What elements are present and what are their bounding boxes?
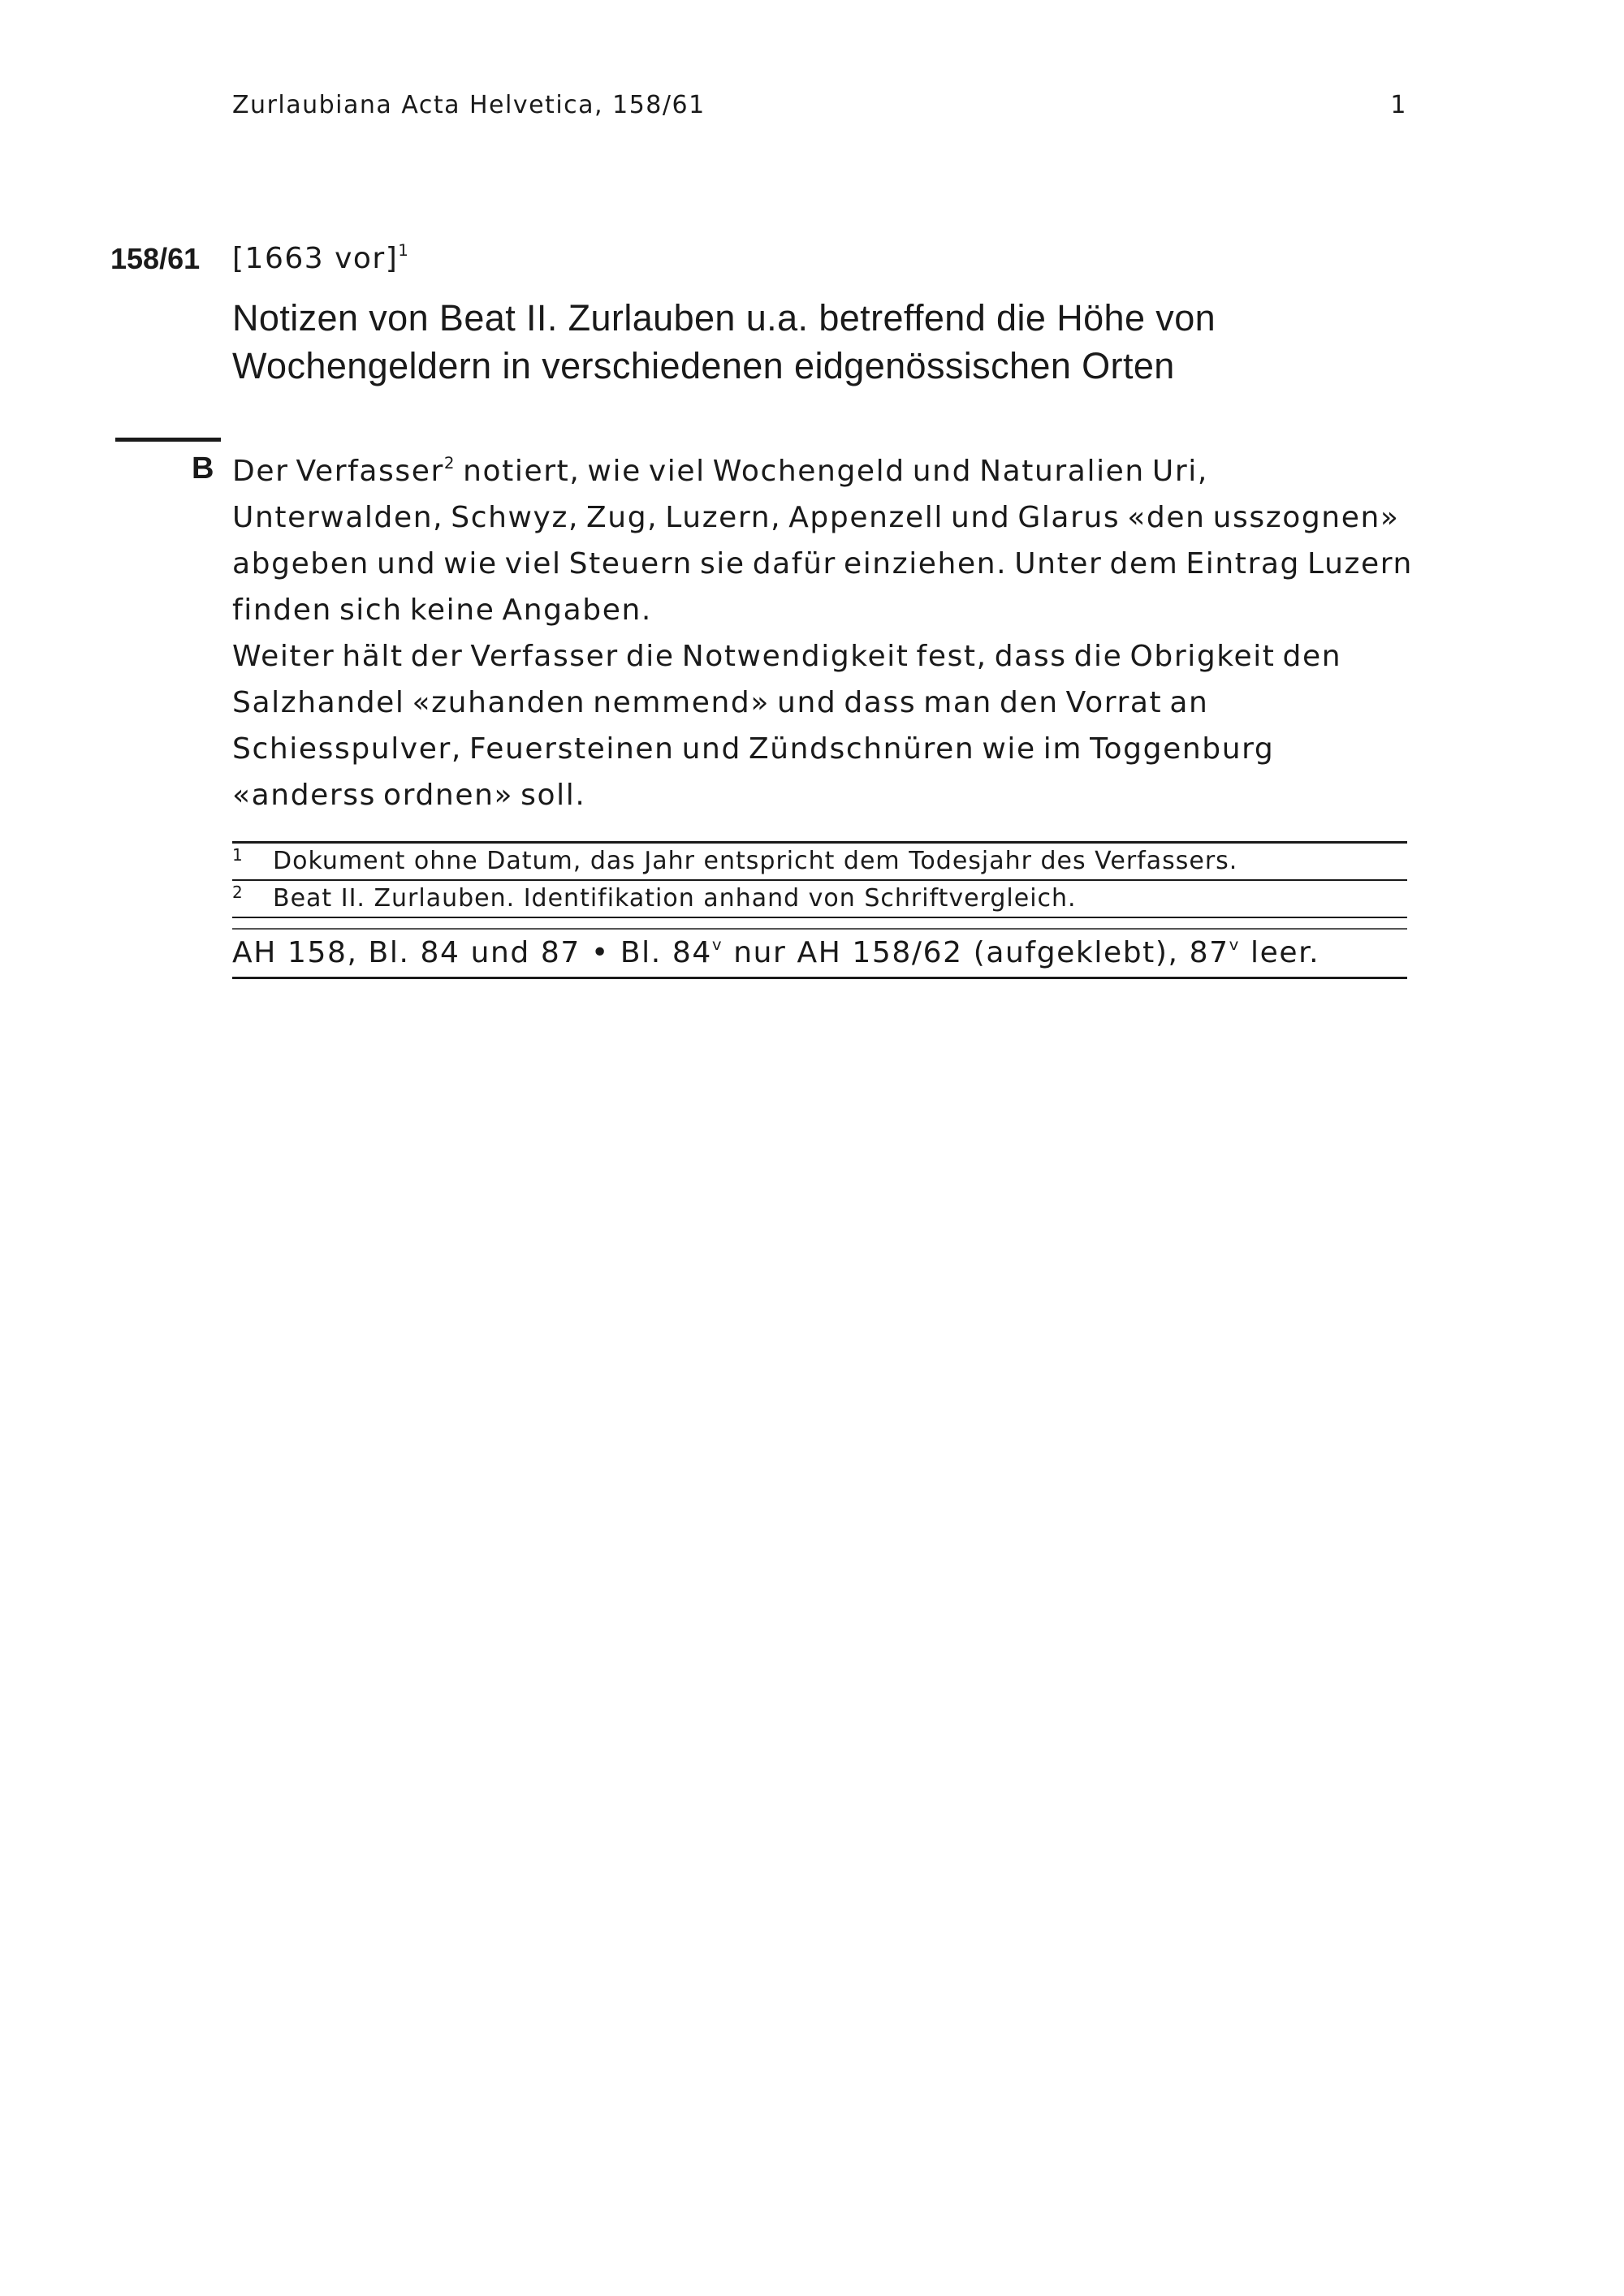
document-date <box>232 242 409 275</box>
title-line-2: Wochengeldern in verschiedenen eidgenössischen Orten <box>232 345 1175 386</box>
document-number-suffix: /61 <box>159 242 201 275</box>
abstract-p1-start: Der Verfasser <box>232 455 444 488</box>
date-text: [1663 vor] <box>232 242 399 275</box>
source-reference <box>232 930 1407 977</box>
abstract-paragraph-1 <box>232 448 1418 633</box>
document-title <box>232 294 1402 390</box>
document-number-main: 158 <box>110 242 160 275</box>
source-part: nur AH 158/62 (aufgeklebt), 87 <box>723 936 1229 969</box>
source-part: leer. <box>1239 936 1320 969</box>
footnote-mark: 2 <box>232 883 244 902</box>
page-number: 1 <box>1390 91 1407 119</box>
abstract-paragraph-2: Weiter hält der Verfasser die Notwendigkeit fest, dass die Obrigkeit den Salzhandel «zuhanden nemmend» und dass man den Vorrat an Schiesspulver, Feuersteinen und Zündschnüren wie im Toggenburg «anderss ordnen» soll. <box>232 640 1342 812</box>
abstract-p1-rest: notiert, wie viel Wochengeld und Naturalien Uri, Unterwalden, Schwyz, Zug, Luzern, Appenzell und Glarus «den usszognen» abgeben und wie viel Steuern sie dafür einziehen. Unter dem Eintrag Luzern finden sich keine Angaben. <box>232 455 1413 627</box>
abstract <box>232 448 1418 818</box>
document-type-marker: B <box>192 451 214 486</box>
footnote-mark: 1 <box>232 845 244 865</box>
footnote-text: Beat II. Zurlauben. Identifikation anhand von Schriftvergleich. <box>273 884 1077 913</box>
running-head <box>232 91 1407 132</box>
footnote-1 <box>232 844 1407 881</box>
margin-rule <box>115 438 221 442</box>
footnote-2 <box>232 881 1407 918</box>
footnote-text: Dokument ohne Datum, das Jahr entspricht dem Todesjahr des Verfassers. <box>273 847 1238 875</box>
footnote-ref-1[interactable]: 1 <box>398 241 410 261</box>
footnotes <box>232 841 1407 979</box>
source-rule <box>232 977 1407 979</box>
source-part: AH 158, Bl. 84 und 87 • Bl. 84 <box>232 936 712 969</box>
footnote-ref-2[interactable]: 2 <box>443 454 456 473</box>
document-number <box>110 242 200 276</box>
verso-mark: v <box>1229 935 1240 955</box>
verso-mark: v <box>711 935 723 955</box>
title-line-1: Notizen von Beat II. Zurlauben u.a. betreffend die Höhe von <box>232 297 1216 339</box>
running-title: Zurlaubiana Acta Helvetica, 158/61 <box>232 91 706 119</box>
